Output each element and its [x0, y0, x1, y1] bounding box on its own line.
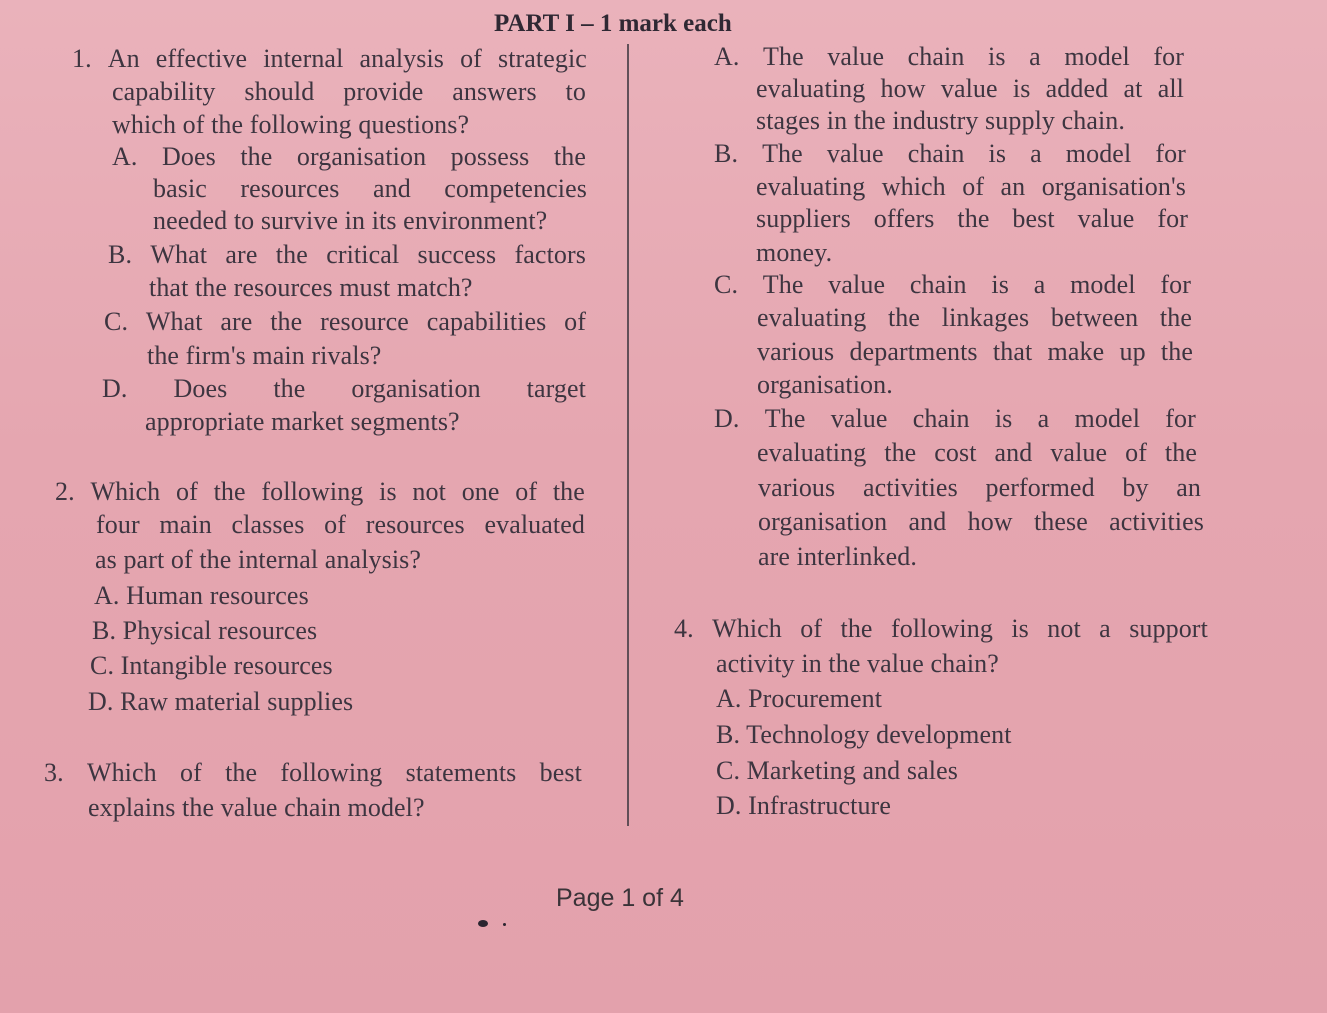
word: value — [826, 139, 884, 168]
question-3-option-b-line-2 — [756, 172, 1186, 202]
question-1-option-a-line-1 — [112, 142, 586, 172]
word: four — [96, 510, 140, 539]
word: the — [275, 240, 308, 269]
word: evaluating — [756, 74, 866, 103]
question-1-option-c-line-1 — [104, 307, 586, 337]
word: B. — [714, 139, 739, 168]
word: main — [159, 510, 212, 539]
word: the — [240, 142, 273, 171]
word: the — [225, 758, 258, 787]
word: model — [1064, 42, 1130, 71]
word: capabilities — [426, 307, 547, 336]
question-3-option-b-line-3 — [756, 204, 1188, 234]
word: chain — [909, 270, 967, 299]
word: C. — [714, 270, 739, 299]
word: organisation — [296, 142, 427, 171]
word: is — [988, 139, 1007, 168]
word: the — [552, 477, 585, 506]
word: an — [1176, 473, 1201, 502]
word: organisation's — [1041, 172, 1186, 201]
word: a — [1099, 614, 1111, 643]
word: 4. — [674, 614, 694, 643]
word: which — [881, 172, 946, 201]
word: activities — [862, 473, 958, 502]
word: is — [994, 404, 1013, 433]
word: analysis — [359, 44, 445, 73]
word: and — [994, 438, 1033, 467]
word: offers — [873, 204, 935, 233]
word: resources — [365, 510, 465, 539]
word: answers — [452, 77, 537, 106]
word: competencies — [444, 174, 587, 203]
word: model — [1074, 404, 1141, 433]
word: 1. — [72, 44, 92, 73]
word: of — [800, 614, 823, 643]
word: What — [145, 307, 203, 336]
word: model — [1070, 270, 1136, 299]
word: the — [1160, 337, 1193, 366]
word: up — [1119, 337, 1146, 366]
word: organisation — [351, 374, 481, 403]
word: resource — [320, 307, 409, 336]
word: internal — [263, 44, 344, 73]
word: Does — [173, 374, 228, 403]
question-3-option-c-line-2 — [757, 303, 1192, 333]
word: A. — [714, 42, 740, 71]
word: by — [1122, 473, 1149, 502]
question-1-option-a-line-3: needed to survive in its environment? — [153, 206, 548, 235]
word: D. — [714, 404, 740, 433]
word: 2. — [55, 477, 75, 506]
question-1-option-a-line-2 — [153, 174, 587, 204]
word: basic — [153, 174, 207, 203]
word: organisation — [758, 507, 888, 536]
question-4-stem-line-1 — [674, 614, 1208, 644]
word: following — [261, 477, 364, 506]
word: how — [967, 507, 1013, 536]
word: value — [830, 404, 888, 433]
word: various — [758, 473, 836, 502]
word: the — [213, 477, 246, 506]
word: provide — [343, 77, 424, 106]
word: added — [1045, 74, 1109, 103]
question-1-option-d-line-1 — [102, 374, 586, 404]
word: value — [940, 74, 998, 103]
column-divider — [627, 44, 629, 826]
page-number: Page 1 of 4 — [556, 884, 684, 912]
ink-dot-small — [503, 923, 506, 926]
word: evaluating — [757, 438, 867, 467]
word: value — [827, 42, 885, 71]
question-4-option-c: C. Marketing and sales — [716, 756, 958, 785]
word: D. — [102, 374, 128, 403]
word: the — [840, 614, 873, 643]
word: of — [962, 172, 985, 201]
word: success — [417, 240, 497, 269]
word: one — [461, 477, 500, 506]
word: the — [273, 374, 306, 403]
word: support — [1129, 614, 1208, 643]
word: of — [564, 307, 586, 336]
question-3-option-a-line-1 — [714, 42, 1184, 72]
word: make — [1047, 337, 1105, 366]
question-2-stem-line-2 — [96, 510, 585, 540]
word: for — [1157, 204, 1188, 233]
word: What — [150, 240, 208, 269]
question-3-stem-line-2: explains the value chain model? — [88, 793, 425, 822]
word: a — [1037, 404, 1050, 433]
word: B. — [108, 240, 133, 269]
word: suppliers — [756, 204, 851, 233]
question-3-option-c-line-3 — [757, 337, 1193, 367]
word: is — [1011, 614, 1029, 643]
question-2-option-a: A. Human resources — [94, 581, 309, 610]
question-1-option-b-line-1 — [108, 240, 586, 270]
word: the — [884, 438, 917, 467]
word: of — [460, 44, 482, 73]
word: model — [1065, 139, 1132, 168]
question-1-stem-line-3: which of the following questions? — [112, 110, 470, 139]
word: various — [757, 337, 835, 366]
word: is — [991, 270, 1009, 299]
word: An — [107, 44, 140, 73]
word: evaluated — [484, 510, 585, 539]
question-3-option-a-line-2 — [756, 74, 1184, 104]
word: The — [762, 270, 804, 299]
word: is — [988, 42, 1006, 71]
question-3-option-d-line-5: are interlinked. — [758, 542, 917, 571]
word: for — [1165, 404, 1196, 433]
word: possess — [450, 142, 530, 171]
word: to — [565, 77, 586, 106]
word: value — [1050, 438, 1108, 467]
word: these — [1033, 507, 1088, 536]
question-2-stem-line-1 — [55, 477, 585, 507]
word: A. — [112, 142, 138, 171]
question-3-option-d-line-1 — [714, 404, 1196, 434]
word: an — [1000, 172, 1026, 201]
word: of — [179, 758, 202, 787]
word: of — [515, 477, 538, 506]
word: that — [992, 337, 1033, 366]
word: effective — [155, 44, 248, 73]
question-3-option-b-line-1 — [714, 139, 1186, 169]
question-3-option-d-line-2 — [757, 438, 1197, 468]
word: value — [1077, 204, 1135, 233]
question-1-option-b-line-2: that the resources must match? — [149, 273, 473, 302]
word: and — [372, 174, 411, 203]
word: performed — [985, 473, 1095, 502]
word: departments — [849, 337, 978, 366]
word: Which — [86, 758, 157, 787]
word: not — [412, 477, 446, 506]
word: for — [1153, 42, 1184, 71]
word: for — [1155, 139, 1186, 168]
word: all — [1157, 74, 1184, 103]
question-2-stem-line-3: as part of the internal analysis? — [95, 545, 422, 574]
word: factors — [514, 240, 586, 269]
question-3-option-d-line-4 — [758, 507, 1204, 537]
word: following — [890, 614, 993, 643]
word: resources — [240, 174, 340, 203]
word: capability — [112, 77, 216, 106]
word: best — [1012, 204, 1055, 233]
word: the — [1159, 303, 1192, 332]
word: value — [828, 270, 886, 299]
question-4-stem-line-2: activity in the value chain? — [716, 649, 999, 678]
word: the — [887, 303, 921, 332]
word: target — [526, 374, 586, 403]
word: activities — [1109, 507, 1204, 536]
word: The — [762, 139, 803, 168]
word: the — [957, 204, 990, 233]
word: a — [1033, 270, 1046, 299]
question-1-option-c-line-2: the firm's main rivals? — [147, 341, 382, 370]
word: how — [880, 74, 926, 103]
word: are — [225, 240, 258, 269]
word: following — [280, 758, 383, 787]
word: and — [908, 507, 947, 536]
question-3-option-d-line-3 — [758, 473, 1201, 503]
word: of — [175, 477, 198, 506]
word: at — [1123, 74, 1143, 103]
question-4-option-d: D. Infrastructure — [716, 791, 891, 820]
question-3-option-b-line-4: money. — [756, 238, 833, 267]
word: linkages — [941, 303, 1030, 332]
word: C. — [104, 307, 129, 336]
word: a — [1029, 42, 1041, 71]
word: should — [244, 77, 315, 106]
word: Which — [90, 477, 161, 506]
question-1-stem-line-1 — [72, 44, 587, 74]
word: is — [379, 477, 397, 506]
word: chain — [912, 404, 970, 433]
word: strategic — [497, 44, 587, 73]
word: statements — [405, 758, 517, 787]
word: not — [1047, 614, 1081, 643]
question-1-option-d-line-2: appropriate market segments? — [145, 407, 460, 436]
question-3-stem-line-1 — [44, 758, 582, 788]
word: the — [553, 142, 586, 171]
word: of — [324, 510, 346, 539]
word: The — [763, 42, 804, 71]
word: evaluating — [756, 172, 866, 201]
ink-dot — [478, 920, 488, 927]
question-4-option-b: B. Technology development — [716, 720, 1012, 749]
question-2-option-d: D. Raw material supplies — [88, 687, 354, 716]
word: critical — [326, 240, 400, 269]
word: chain — [907, 139, 965, 168]
word: classes — [231, 510, 305, 539]
word: evaluating — [757, 303, 867, 332]
word: cost — [934, 438, 977, 467]
question-3-option-c-line-1 — [714, 270, 1191, 300]
question-2-option-c: C. Intangible resources — [90, 651, 333, 680]
word: Does — [161, 142, 216, 171]
question-4-option-a: A. Procurement — [716, 684, 883, 713]
question-1-stem-line-2 — [112, 77, 586, 107]
question-2-option-b: B. Physical resources — [92, 616, 318, 645]
word: the — [1164, 438, 1197, 467]
word: best — [539, 758, 582, 787]
word: for — [1160, 270, 1191, 299]
word: The — [764, 404, 806, 433]
word: the — [270, 307, 303, 336]
question-3-option-a-line-3: stages in the industry supply chain. — [756, 106, 1125, 135]
word: is — [1012, 74, 1031, 103]
word: chain — [907, 42, 965, 71]
part-title: PART I – 1 mark each — [494, 10, 732, 37]
word: 3. — [44, 758, 64, 787]
question-3-option-c-line-4: organisation. — [757, 370, 893, 399]
word: between — [1050, 303, 1139, 332]
word: are — [220, 307, 253, 336]
word: of — [1125, 438, 1147, 467]
word: a — [1030, 139, 1042, 168]
word: Which — [712, 614, 782, 643]
